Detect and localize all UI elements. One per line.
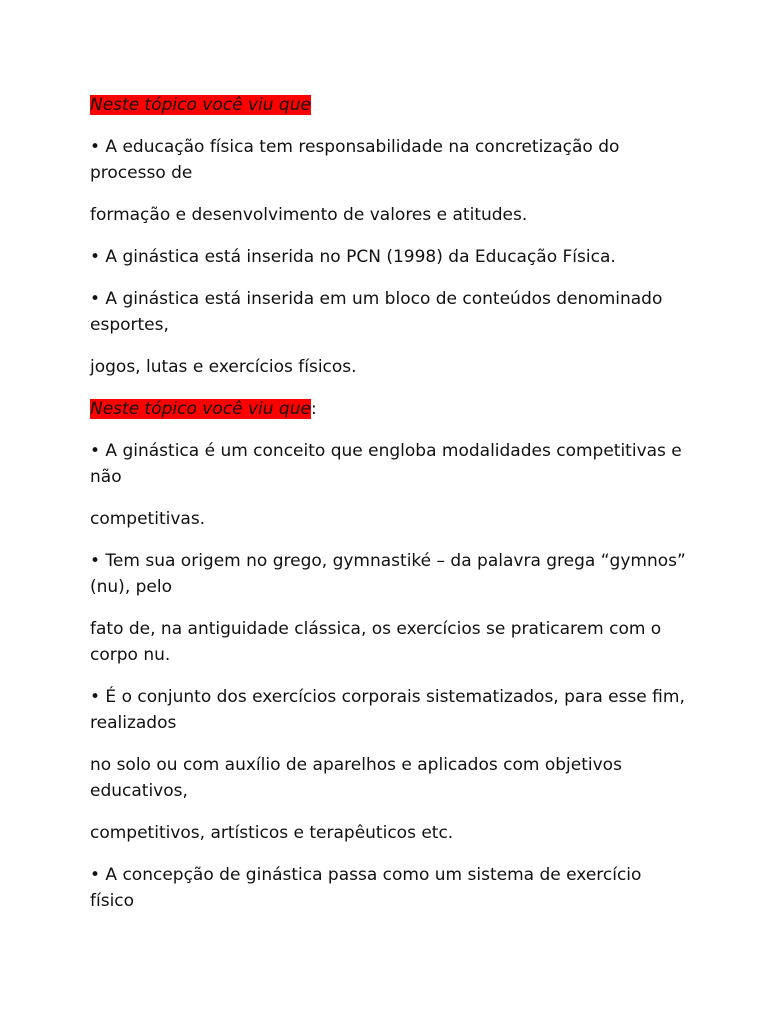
paragraph: competitivos, artísticos e terapêuticos etc. bbox=[90, 823, 454, 843]
paragraph: • A educação física tem responsabilidade na concretização do processo de bbox=[90, 137, 620, 183]
paragraph: • A ginástica está inserida em um bloco de conteúdos denominado esportes, bbox=[90, 289, 663, 335]
paragraph: no solo ou com auxílio de aparelhos e aplicados com objetivos educativos, bbox=[90, 755, 622, 801]
section-heading bbox=[90, 396, 690, 422]
paragraph: competitivas. bbox=[90, 509, 206, 529]
paragraph: jogos, lutas e exercícios físicos. bbox=[90, 357, 357, 377]
paragraph: formação e desenvolvimento de valores e atitudes. bbox=[90, 205, 528, 225]
paragraph: • A concepção de ginástica passa como um sistema de exercício físico bbox=[90, 865, 642, 911]
section-heading bbox=[90, 92, 690, 118]
document-page bbox=[90, 92, 690, 930]
paragraph: • A ginástica é um conceito que engloba modalidades competitivas e não bbox=[90, 441, 682, 487]
paragraph: fato de, na antiguidade clássica, os exercícios se praticarem com o corpo nu. bbox=[90, 619, 662, 665]
paragraph: • É o conjunto dos exercícios corporais sistematizados, para esse fim, realizados bbox=[90, 687, 685, 733]
highlighted-heading: Neste tópico você viu que bbox=[90, 95, 311, 115]
paragraph: • Tem sua origem no grego, gymnastiké – da palavra grega “gymnos” (nu), pelo bbox=[90, 551, 686, 597]
heading-colon: : bbox=[310, 399, 317, 419]
paragraph: • A ginástica está inserida no PCN (1998) da Educação Física. bbox=[90, 247, 616, 267]
highlighted-heading: Neste tópico você viu que bbox=[90, 399, 311, 419]
